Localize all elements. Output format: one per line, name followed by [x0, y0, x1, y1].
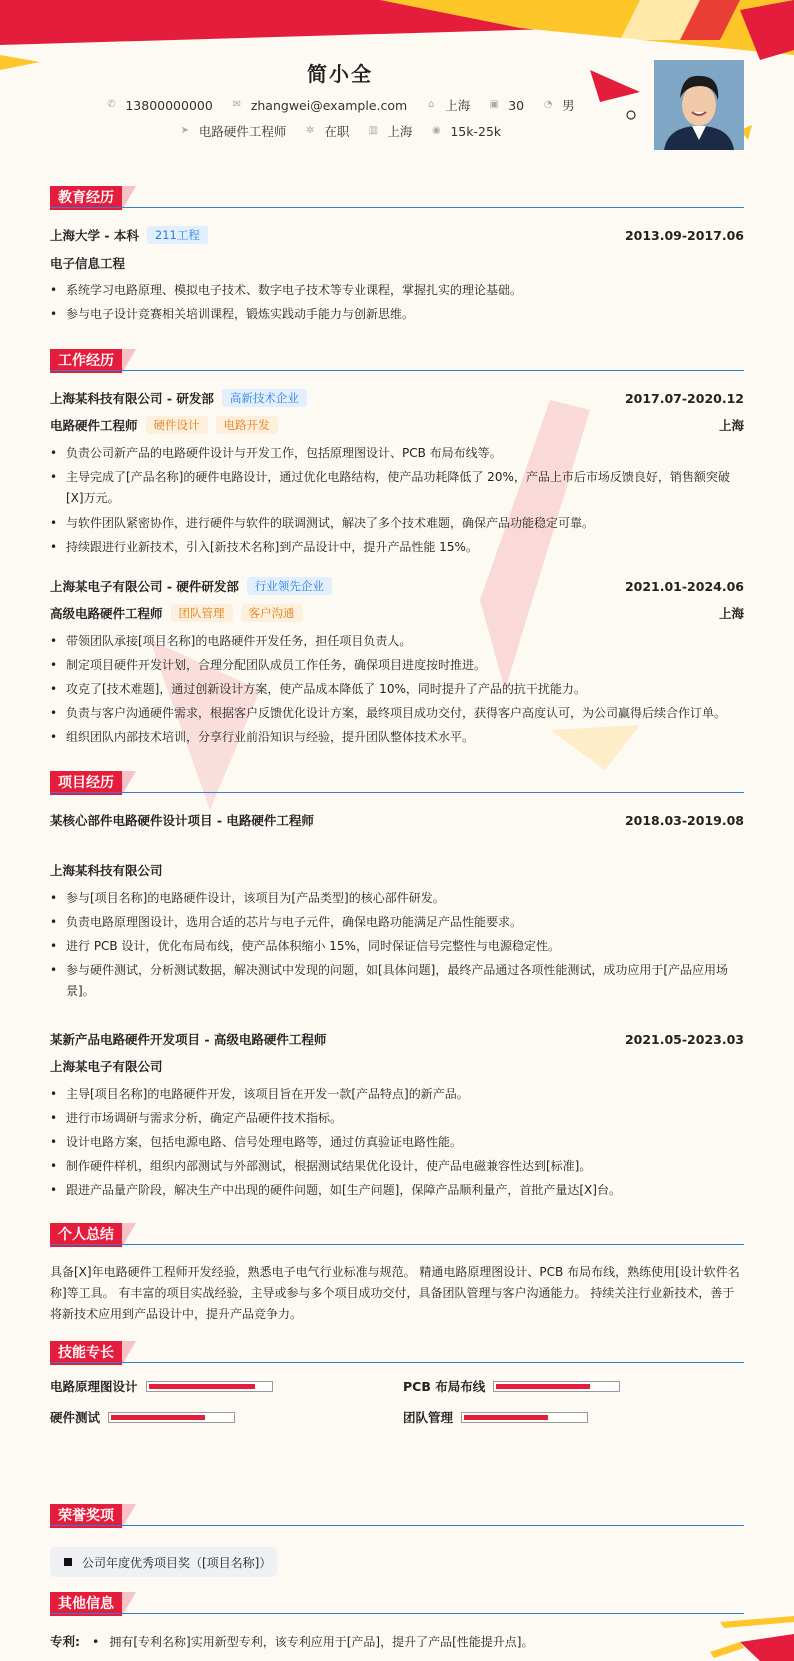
section-education	[50, 186, 744, 210]
role-tag: 硬件设计	[146, 416, 208, 434]
company-tag: 行业领先企业	[247, 577, 332, 595]
square-bullet-icon	[64, 1558, 72, 1566]
other-label: 专利:	[50, 1634, 80, 1649]
section-title: 其他信息	[50, 1592, 122, 1616]
status-icon: ✲	[306, 125, 315, 136]
list-item: • 制作硬件样机，组织内部测试与外部测试，根据测试结果优化设计，使产品电磁兼容性达到[标准]。	[66, 1156, 736, 1177]
skill-name: 电路原理图设计	[50, 1379, 138, 1394]
skill-name: 硬件测试	[50, 1410, 101, 1425]
school-tag: 211工程	[147, 226, 208, 244]
section-title: 教育经历	[50, 186, 122, 210]
company-tag: 高新技术企业	[222, 389, 307, 407]
skill-fill	[149, 1384, 255, 1389]
list-item: • 参与[项目名称]的电路硬件设计，该项目为[产品类型]的核心部件研发。	[66, 888, 736, 909]
role: 电路硬件工程师	[50, 418, 138, 433]
skill-item	[50, 1408, 235, 1426]
list-item: • 参与电子设计竞赛相关培训课程，锻炼实践动手能力与创新思维。	[66, 304, 736, 325]
send-icon: ➤	[180, 125, 189, 136]
section-projects	[50, 771, 744, 795]
work-location: 上海	[718, 418, 744, 433]
education-header	[50, 226, 744, 244]
project-header	[50, 811, 744, 829]
list-item: • 主导[项目名称]的电路硬件开发，该项目旨在开发一款[产品特点]的新产品。	[66, 1084, 736, 1105]
work-period: 2021.01-2024.06	[624, 578, 744, 594]
school: 上海大学 - 本科	[50, 228, 139, 243]
skill-fill	[496, 1384, 590, 1389]
company: 上海某科技有限公司 - 研发部	[50, 391, 214, 406]
age-icon: ▣	[489, 99, 499, 110]
role-tag: 客户沟通	[241, 604, 303, 622]
list-item: • 跟进产品量产阶段，解决生产中出现的硬件问题，如[生产问题]，保障产品顺利量产，首批产量达[X]台。	[66, 1180, 736, 1201]
company: 上海某电子有限公司 - 硬件研发部	[50, 579, 239, 594]
section-summary	[50, 1223, 744, 1247]
building-icon: ▥	[368, 125, 379, 136]
skill-item	[50, 1377, 273, 1395]
project-header	[50, 1030, 744, 1048]
gender: 男	[562, 98, 575, 113]
section-skills	[50, 1341, 744, 1365]
phone: 13800000000	[125, 97, 213, 113]
list-item: • 负责公司新产品的电路硬件设计与开发工作，包括原理图设计、PCB 布局布线等。	[66, 443, 736, 464]
skill-bar	[108, 1412, 235, 1423]
list-item: • 系统学习电路原理、模拟电子技术、数字电子技术等专业课程，掌握扎实的理论基础。	[66, 280, 736, 301]
other-row	[50, 1632, 744, 1650]
section-title: 荣誉奖项	[50, 1504, 122, 1528]
skill-fill	[111, 1415, 205, 1420]
work-city: 上海	[387, 124, 413, 139]
work-period: 2017.07-2020.12	[624, 390, 744, 406]
role-tag: 电路开发	[216, 416, 278, 434]
project-period: 2018.03-2019.08	[624, 812, 744, 828]
work-header	[50, 577, 744, 595]
project-title: 某核心部件电路硬件设计项目 - 电路硬件工程师	[50, 813, 314, 828]
list-bullet: •	[92, 1633, 100, 1649]
list-item: • 组织团队内部技术培训，分享行业前沿知识与经验，提升团队整体技术水平。	[66, 727, 736, 748]
city: 上海	[445, 98, 471, 113]
work-location: 上海	[718, 606, 744, 621]
list-item: • 进行 PCB 设计，优化布局布线，使产品体积缩小 15%，同时保证信号完整性与电源稳定性。	[66, 936, 736, 957]
list-item: • 负责电路原理图设计，选用合适的芯片与电子元件，确保电路功能满足产品性能要求。	[66, 912, 736, 933]
gender-icon: ◔	[543, 99, 553, 110]
education-period: 2013.09-2017.06	[624, 227, 744, 243]
summary-text: 具备[X]年电路硬件工程师开发经验，熟悉电子电气行业标准与规范。 精通电路原理图设计、PCB 布局布线，熟练使用[设计软件名称]等工具。 有丰富的项目实战经验，主导或参与多个项目成功交付，具备团队管理与客户沟通能力。 持续关注行业新技术，善于将新技术应用到产品设计中，提升产品竞争力。	[50, 1265, 740, 1321]
skill-bar	[461, 1412, 588, 1423]
role-row	[50, 604, 744, 622]
email: zhangwei@example.com	[250, 97, 408, 113]
footer-decoration	[700, 1612, 794, 1661]
award-text: 公司年度优秀项目奖（[项目名称]）	[82, 1555, 272, 1570]
work-header	[50, 389, 744, 407]
age: 30	[508, 97, 525, 113]
section-other	[50, 1592, 744, 1616]
skill-fill	[464, 1415, 548, 1420]
list-item: • 带领团队承接[项目名称]的电路硬件开发任务，担任项目负责人。	[66, 631, 736, 652]
avatar	[654, 60, 744, 150]
skill-bar	[493, 1381, 620, 1392]
role-tag: 团队管理	[171, 604, 233, 622]
section-work	[50, 349, 744, 373]
major: 电子信息工程	[50, 256, 126, 271]
skill-bar	[146, 1381, 273, 1392]
section-title: 项目经历	[50, 771, 122, 795]
skill-item	[403, 1408, 588, 1426]
project-title: 某新产品电路硬件开发项目 - 高级电路硬件工程师	[50, 1032, 327, 1047]
section-title: 技能专长	[50, 1341, 122, 1365]
role: 高级电路硬件工程师	[50, 606, 163, 621]
list-item: • 设计电路方案，包括电源电路、信号处理电路等，通过仿真验证电路性能。	[66, 1132, 736, 1153]
list-item: • 持续跟进行业新技术，引入[新技术名称]到产品设计中，提升产品性能 15%。	[66, 537, 736, 558]
project-company: 上海某科技有限公司	[50, 863, 163, 878]
status: 在职	[324, 124, 350, 139]
list-item: • 与软件团队紧密协作，进行硬件与软件的联调测试，解决了多个技术难题，确保产品功能稳定可靠。	[66, 513, 736, 534]
candidate-name: 简小全	[307, 62, 373, 86]
section-title: 个人总结	[50, 1223, 122, 1247]
list-item: • 攻克了[技术难题]，通过创新设计方案，使产品成本降低了 10%，同时提升了产品的抗干扰能力。	[66, 679, 736, 700]
salary-icon: ◉	[431, 125, 441, 136]
home-icon: ⌂	[428, 99, 435, 110]
project-period: 2021.05-2023.03	[624, 1031, 744, 1047]
skill-name: 团队管理	[403, 1410, 454, 1425]
other-text: 拥有[专利名称]实用新型专利，该专利应用于[产品]，提升了产品[性能提升点]。	[109, 1634, 534, 1649]
major-row	[50, 254, 744, 272]
position: 电路硬件工程师	[198, 124, 287, 139]
contact-row	[0, 96, 680, 114]
salary: 15k-25k	[450, 123, 502, 139]
skill-name: PCB 布局布线	[403, 1379, 486, 1394]
list-item: • 负责与客户沟通硬件需求，根据客户反馈优化设计方案，最终项目成功交付，获得客户高度认可，为公司赢得后续合作订单。	[66, 703, 736, 724]
skill-item	[403, 1377, 620, 1395]
role-row	[50, 416, 744, 434]
phone-icon: ✆	[107, 99, 116, 110]
list-item: • 参与硬件测试，分析测试数据，解决测试中发现的问题，如[具体问题]，最终产品通过各项性能测试，成功应用于[产品应用场景]。	[66, 960, 736, 1002]
job-row	[0, 122, 680, 140]
project-company: 上海某电子有限公司	[50, 1059, 163, 1074]
award-item	[50, 1547, 277, 1577]
list-item: • 制定项目硬件开发计划，合理分配团队成员工作任务，确保项目进度按时推进。	[66, 655, 736, 676]
section-awards	[50, 1504, 744, 1528]
section-title: 工作经历	[50, 349, 122, 373]
list-item: • 进行市场调研与需求分析，确定产品硬件技术指标。	[66, 1108, 736, 1129]
mail-icon: ✉	[232, 99, 242, 110]
list-item: • 主导完成了[产品名称]的硬件电路设计，通过优化电路结构，使产品功耗降低了 20%，产品上市后市场反馈良好，销售额突破 [X]万元。	[66, 467, 736, 509]
